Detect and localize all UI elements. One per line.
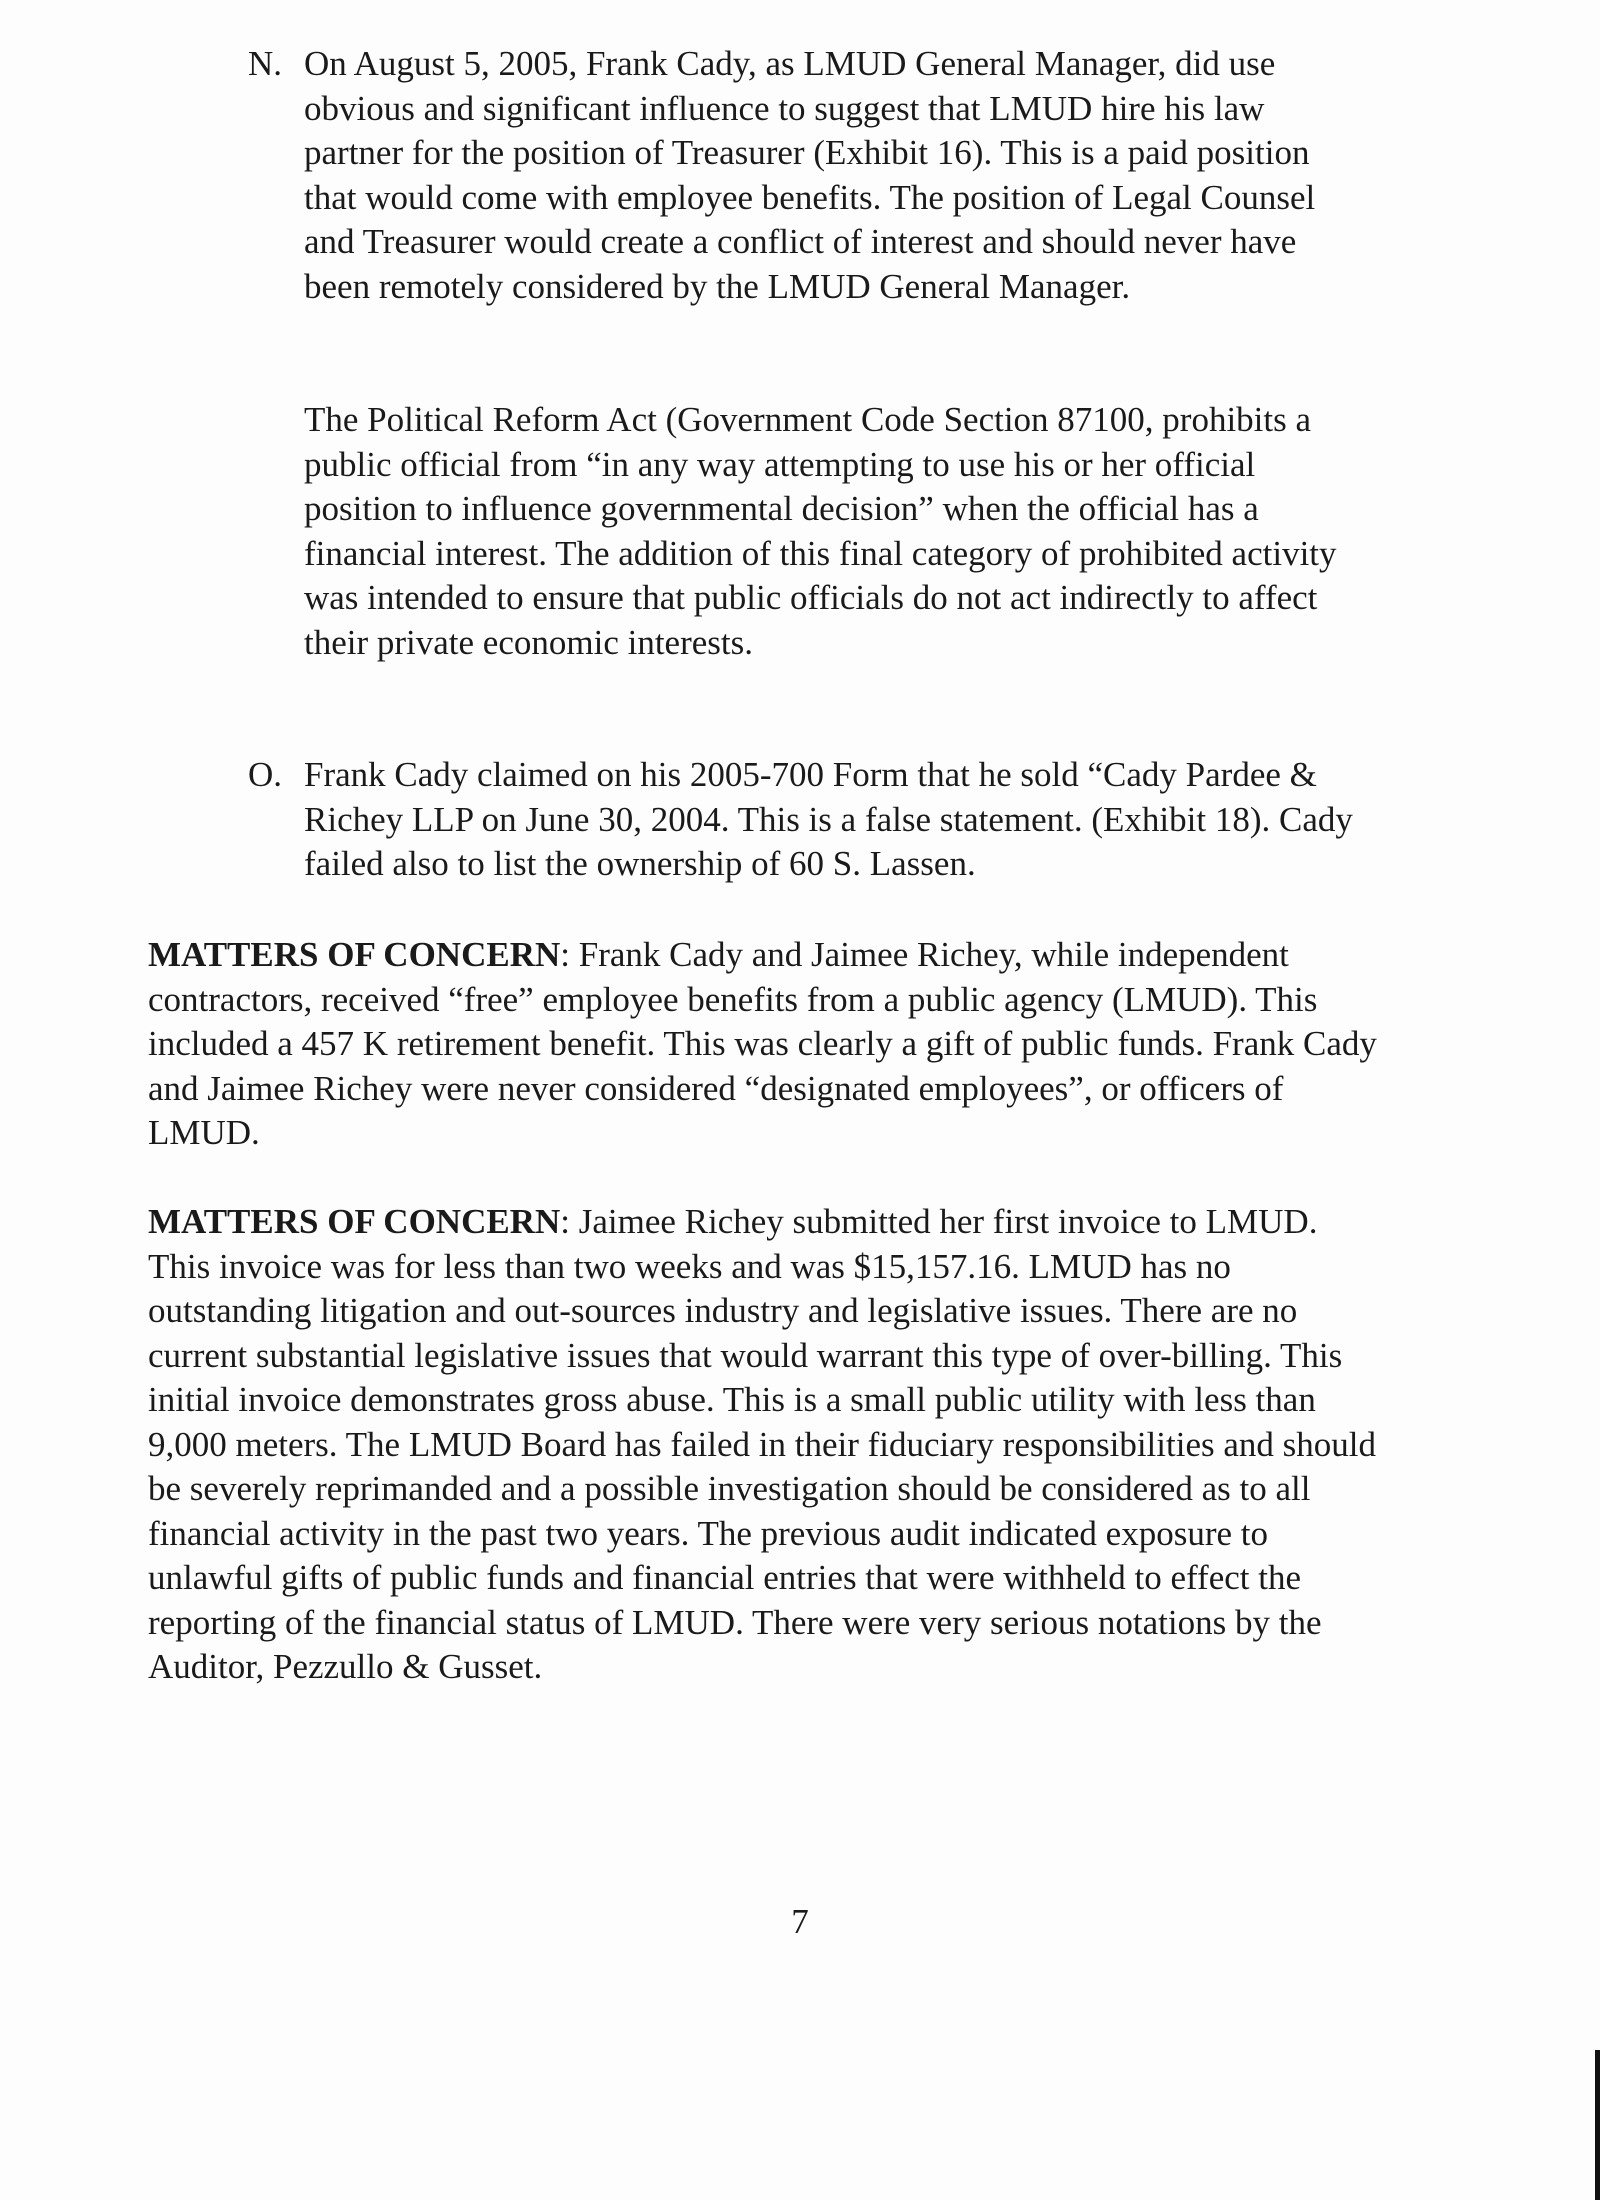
list-item-n (248, 42, 1368, 309)
item-o-paragraph: Frank Cady claimed on his 2005-700 Form that he sold “Cady Pardee & Richey LLP on June 30, 2004. This is a false statement. (Exhibit 18). Cady failed also to list the ownership of 60 S. Lassen. (304, 755, 1353, 883)
list-item-o (248, 753, 1368, 887)
concern-text: Jaimee Richey submitted her first invoice to LMUD. This invoice was for less than two weeks and was $15,157.16. LMUD has no outstanding litigation and out-sources industry and legislative issues. There are no current substantial legislative issues that would warrant this type of over-billing. This initial invoice demonstrates gross abuse. This is a small public utility with less than 9,000 meters. The LMUD Board has failed in their fiduciary responsibilities and should be severely reprimanded and a possible investigation should be considered as to all financial activity in the past two years. The previous audit indicated exposure to unlawful gifts of public funds and financial entries that were withheld to effect the reporting of the financial status of LMUD. There were very serious notations by the Auditor, Pezzullo & Gusset. (148, 1202, 1376, 1686)
concern-heading: MATTERS OF CONCERN (148, 1202, 561, 1241)
list-marker-n: N. (248, 44, 283, 83)
concern-heading: MATTERS OF CONCERN (148, 935, 561, 974)
matters-of-concern-paragraph-2 (148, 1200, 1378, 1690)
item-n-paragraph: On August 5, 2005, Frank Cady, as LMUD General Manager, did use obvious and significant influence to suggest that LMUD hire his law partner for the position of Treasurer (Exhibit 16). This is a paid position that would come with employee benefits. The position of Legal Counsel and Treasurer would create a conflict of interest and should never have been remotely considered by the LMUD General Manager. (304, 44, 1316, 306)
scan-edge-mark (1595, 2050, 1600, 2200)
page-number: 7 (791, 1902, 809, 1941)
political-reform-act-paragraph: The Political Reform Act (Government Code Section 87100, prohibits a public official from “in any way attempting to use his or her official position to influence governmental decision” when the official has a financial interest. The addition of this final category of prohibited activity was intended to ensure that public officials do not act indirectly to affect their private economic interests. (304, 400, 1337, 662)
list-marker-o: O. (248, 755, 283, 794)
concern-separator: : (560, 935, 579, 974)
concern-text: Frank Cady and Jaimee Richey, while independent contractors, received “free” employee benefits from a public agency (LMUD). This included a 457 K retirement benefit. This was clearly a gift of public funds. Frank Cady and Jaimee Richey were never considered “designated employees”, or officers of LMUD. (148, 935, 1377, 1152)
matters-of-concern-paragraph-1 (148, 933, 1378, 1156)
concern-separator: : (560, 1202, 579, 1241)
